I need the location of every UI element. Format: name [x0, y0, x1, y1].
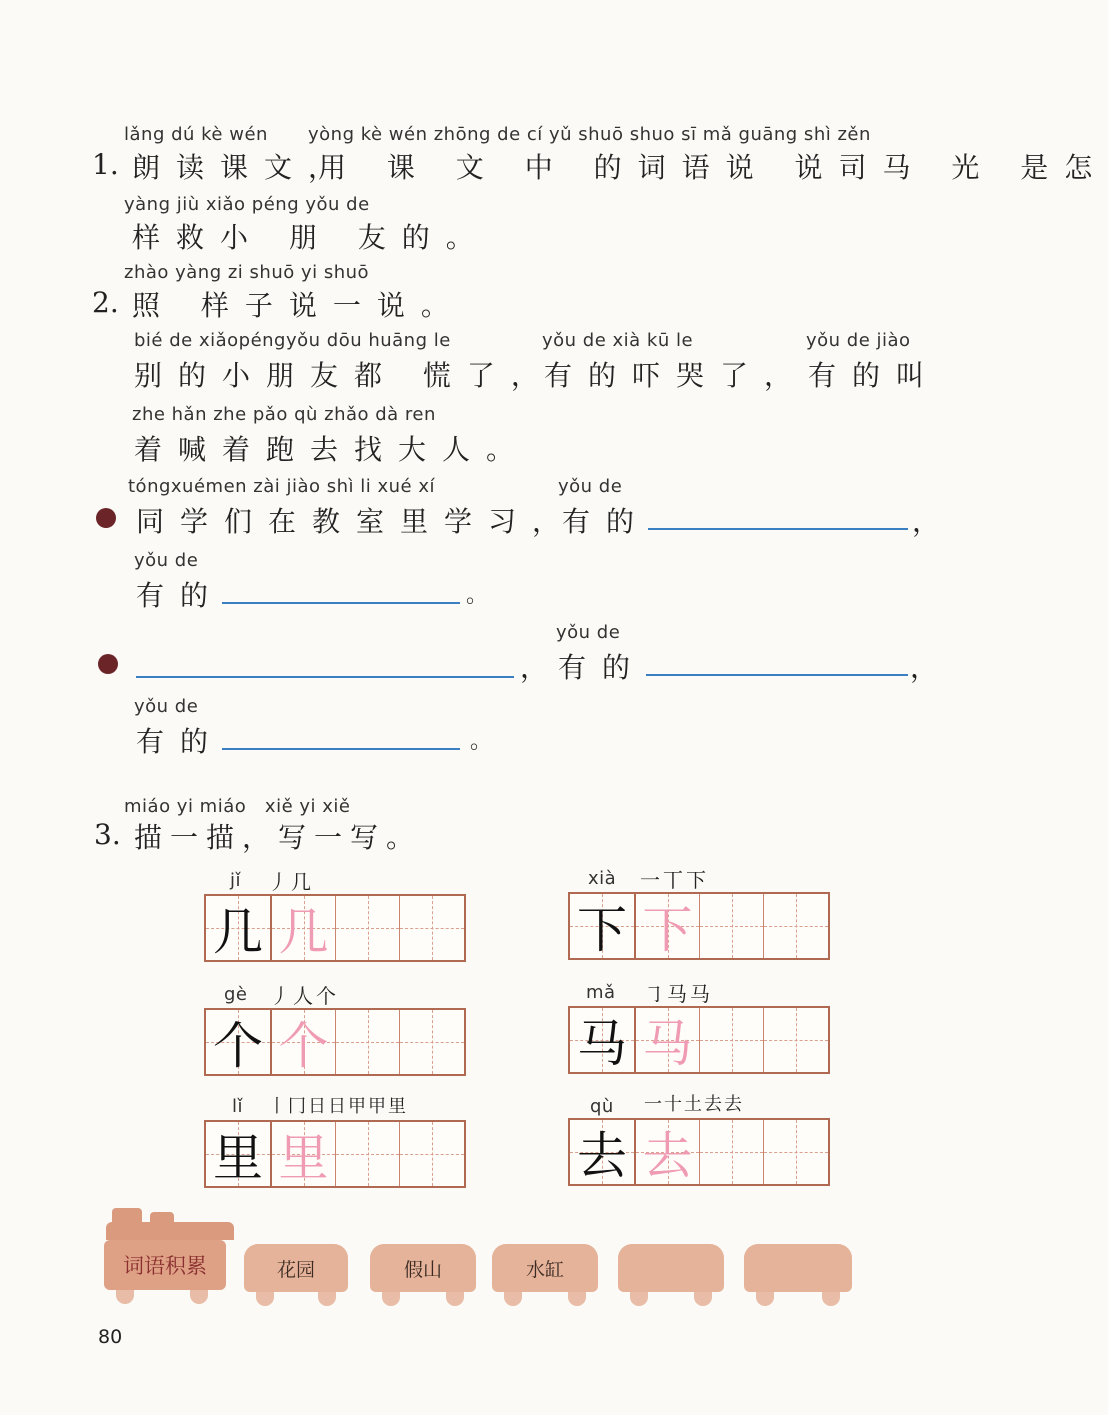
model-cell [206, 1010, 272, 1074]
q1-pinyin-2: yòng kè wén zhōng de cí yǔ shuō shuo sī mǎ guāng shì zěn [308, 124, 871, 145]
char-pinyin-ge: gè [224, 984, 248, 1005]
item1-text-c: 有的 [136, 579, 225, 612]
model-char: 几 [213, 903, 263, 961]
model-char: 去 [577, 1127, 627, 1185]
char-pinyin-ma: mǎ [586, 982, 616, 1003]
item1-pinyin-a: tóngxuémen zài jiào shì li xué xí [128, 476, 435, 497]
wheel [568, 1292, 586, 1306]
trace-cell[interactable] [272, 1010, 336, 1074]
write-cell[interactable] [700, 1008, 764, 1072]
item2-text-c: 有的 [136, 725, 225, 758]
trace-cell[interactable] [636, 1120, 700, 1184]
item2-pinyin-c: yǒu de [134, 696, 199, 717]
write-cell[interactable] [764, 894, 828, 958]
q2-title: 照 样子说一说。 [132, 289, 465, 322]
q2-example-line1-a: 别的小朋友都 慌了， [134, 359, 555, 392]
item2-text-b: 有的 [558, 651, 647, 684]
q1-line2: 样救小 朋 友的。 [132, 221, 490, 254]
train-car-5[interactable] [744, 1244, 852, 1292]
trace-cell[interactable] [636, 1008, 700, 1072]
write-cell[interactable] [336, 896, 400, 960]
item1-period: 。 [466, 583, 489, 608]
engine-body [104, 1240, 226, 1290]
write-cell[interactable] [700, 1120, 764, 1184]
q2-example-line1-c: 有的叫 [808, 359, 941, 392]
writing-grid-li [204, 1120, 466, 1188]
char-pinyin-qu: qù [590, 1096, 614, 1117]
char-pinyin-li: lǐ [232, 1096, 244, 1117]
wheel [630, 1292, 648, 1306]
writing-grid-xia [568, 892, 830, 960]
write-cell[interactable] [400, 1010, 464, 1074]
write-cell[interactable] [400, 896, 464, 960]
page-number: 80 [98, 1326, 123, 1348]
train-car-1 [244, 1244, 348, 1292]
item1-pinyin-b: yǒu de [558, 476, 623, 497]
trace-char: 个 [278, 1017, 329, 1075]
train-car-2 [370, 1244, 476, 1292]
q2-example-pinyin-1c: yǒu de jiào [806, 330, 911, 351]
q2-title-pinyin: zhào yàng zi shuō yi shuō [124, 262, 370, 283]
item1-pinyin-c: yǒu de [134, 550, 199, 571]
wheel [446, 1292, 464, 1306]
char-pinyin-ji: jǐ [230, 870, 242, 891]
item1-text-a: 同学们在教室里学习， [136, 505, 577, 538]
item1-blank-1[interactable] [648, 528, 908, 530]
wheel [504, 1292, 522, 1306]
bullet-2 [98, 654, 118, 674]
char-strokes-xia: 一丅下 [640, 868, 709, 892]
engine-roof [106, 1222, 234, 1240]
model-cell [206, 896, 272, 960]
item2-comma-2: ， [910, 651, 939, 684]
q1-line1-a: 朗读课文， [132, 151, 353, 184]
q2-example-line2: 着喊着跑去找大人。 [134, 433, 531, 466]
trace-cell[interactable] [272, 1122, 336, 1186]
trace-cell[interactable] [272, 896, 336, 960]
writing-grid-qu [568, 1118, 830, 1186]
q3-number: 3. [94, 818, 121, 851]
train-car-1-label: 花园 [276, 1258, 315, 1281]
wheel [822, 1292, 840, 1306]
writing-grid-ge [204, 1008, 466, 1076]
writing-grid-ma [568, 1006, 830, 1074]
char-strokes-ge: 丿人个 [270, 984, 339, 1008]
model-char: 下 [577, 901, 627, 959]
write-cell[interactable] [700, 894, 764, 958]
bullet-1 [96, 508, 116, 528]
train-car-2-label: 假山 [403, 1258, 442, 1281]
wheel [382, 1292, 400, 1306]
trace-char: 马 [642, 1015, 693, 1073]
q2-example-pinyin-2: zhe hǎn zhe pǎo qù zhǎo dà ren [132, 404, 436, 425]
trace-char: 下 [642, 901, 693, 959]
q3-title: 描一描，写一写。 [134, 821, 423, 854]
item2-blank-2[interactable] [646, 674, 908, 676]
model-cell [206, 1122, 272, 1186]
char-pinyin-xia: xià [588, 868, 617, 889]
model-cell [570, 1120, 636, 1184]
item2-period: 。 [470, 729, 493, 754]
model-char: 个 [213, 1017, 263, 1075]
item1-blank-2[interactable] [222, 602, 460, 604]
q1-pinyin-1: lǎng dú kè wén [124, 124, 268, 145]
wheel [190, 1290, 208, 1304]
trace-char: 几 [278, 903, 329, 961]
char-strokes-ji: 丿几 [268, 870, 314, 894]
item2-blank-3[interactable] [222, 748, 460, 750]
model-cell [570, 1008, 636, 1072]
engine-label: 词语积累 [123, 1254, 207, 1278]
model-char: 马 [577, 1015, 627, 1073]
q2-example-line1-b: 有的吓哭了， [544, 359, 809, 392]
item2-blank-1[interactable] [136, 676, 514, 678]
item2-comma-1: ， [520, 651, 549, 684]
char-strokes-ma: ㇆马马 [644, 982, 713, 1006]
write-cell[interactable] [400, 1122, 464, 1186]
model-char: 里 [213, 1129, 263, 1187]
trace-char: 去 [642, 1127, 693, 1185]
write-cell[interactable] [336, 1122, 400, 1186]
item1-comma: ， [912, 505, 941, 538]
q2-number: 2. [92, 286, 119, 319]
wheel [756, 1292, 774, 1306]
train-car-3-label: 水缸 [525, 1258, 564, 1281]
write-cell[interactable] [764, 1120, 828, 1184]
wheel [318, 1292, 336, 1306]
wheel [256, 1292, 274, 1306]
write-cell[interactable] [336, 1010, 400, 1074]
q1-pinyin-3: yàng jiù xiǎo péng yǒu de [124, 194, 370, 215]
writing-grid-ji [204, 894, 466, 962]
q3-title-pinyin: miáo yi miáo xiě yi xiě [124, 796, 351, 817]
wheel [116, 1290, 134, 1304]
q1-line1-b: 用 课 文 中 的词语说 说司马 光 是怎 [318, 151, 1108, 184]
item2-pinyin-b: yǒu de [556, 622, 621, 643]
q2-example-pinyin-1b: yǒu de xià kū le [542, 330, 694, 351]
char-strokes-li: 丨冂日日甲甲里 [268, 1096, 408, 1117]
model-cell [570, 894, 636, 958]
write-cell[interactable] [764, 1008, 828, 1072]
train-car-3 [492, 1244, 598, 1292]
q1-number: 1. [92, 148, 119, 181]
char-strokes-qu: 一十土去去 [644, 1094, 744, 1115]
q2-example-pinyin-1a: bié de xiǎopéngyǒu dōu huāng le [134, 330, 451, 351]
train-car-4[interactable] [618, 1244, 724, 1292]
trace-char: 里 [278, 1129, 329, 1187]
trace-cell[interactable] [636, 894, 700, 958]
wheel [694, 1292, 712, 1306]
item1-text-b: 有的 [562, 505, 651, 538]
